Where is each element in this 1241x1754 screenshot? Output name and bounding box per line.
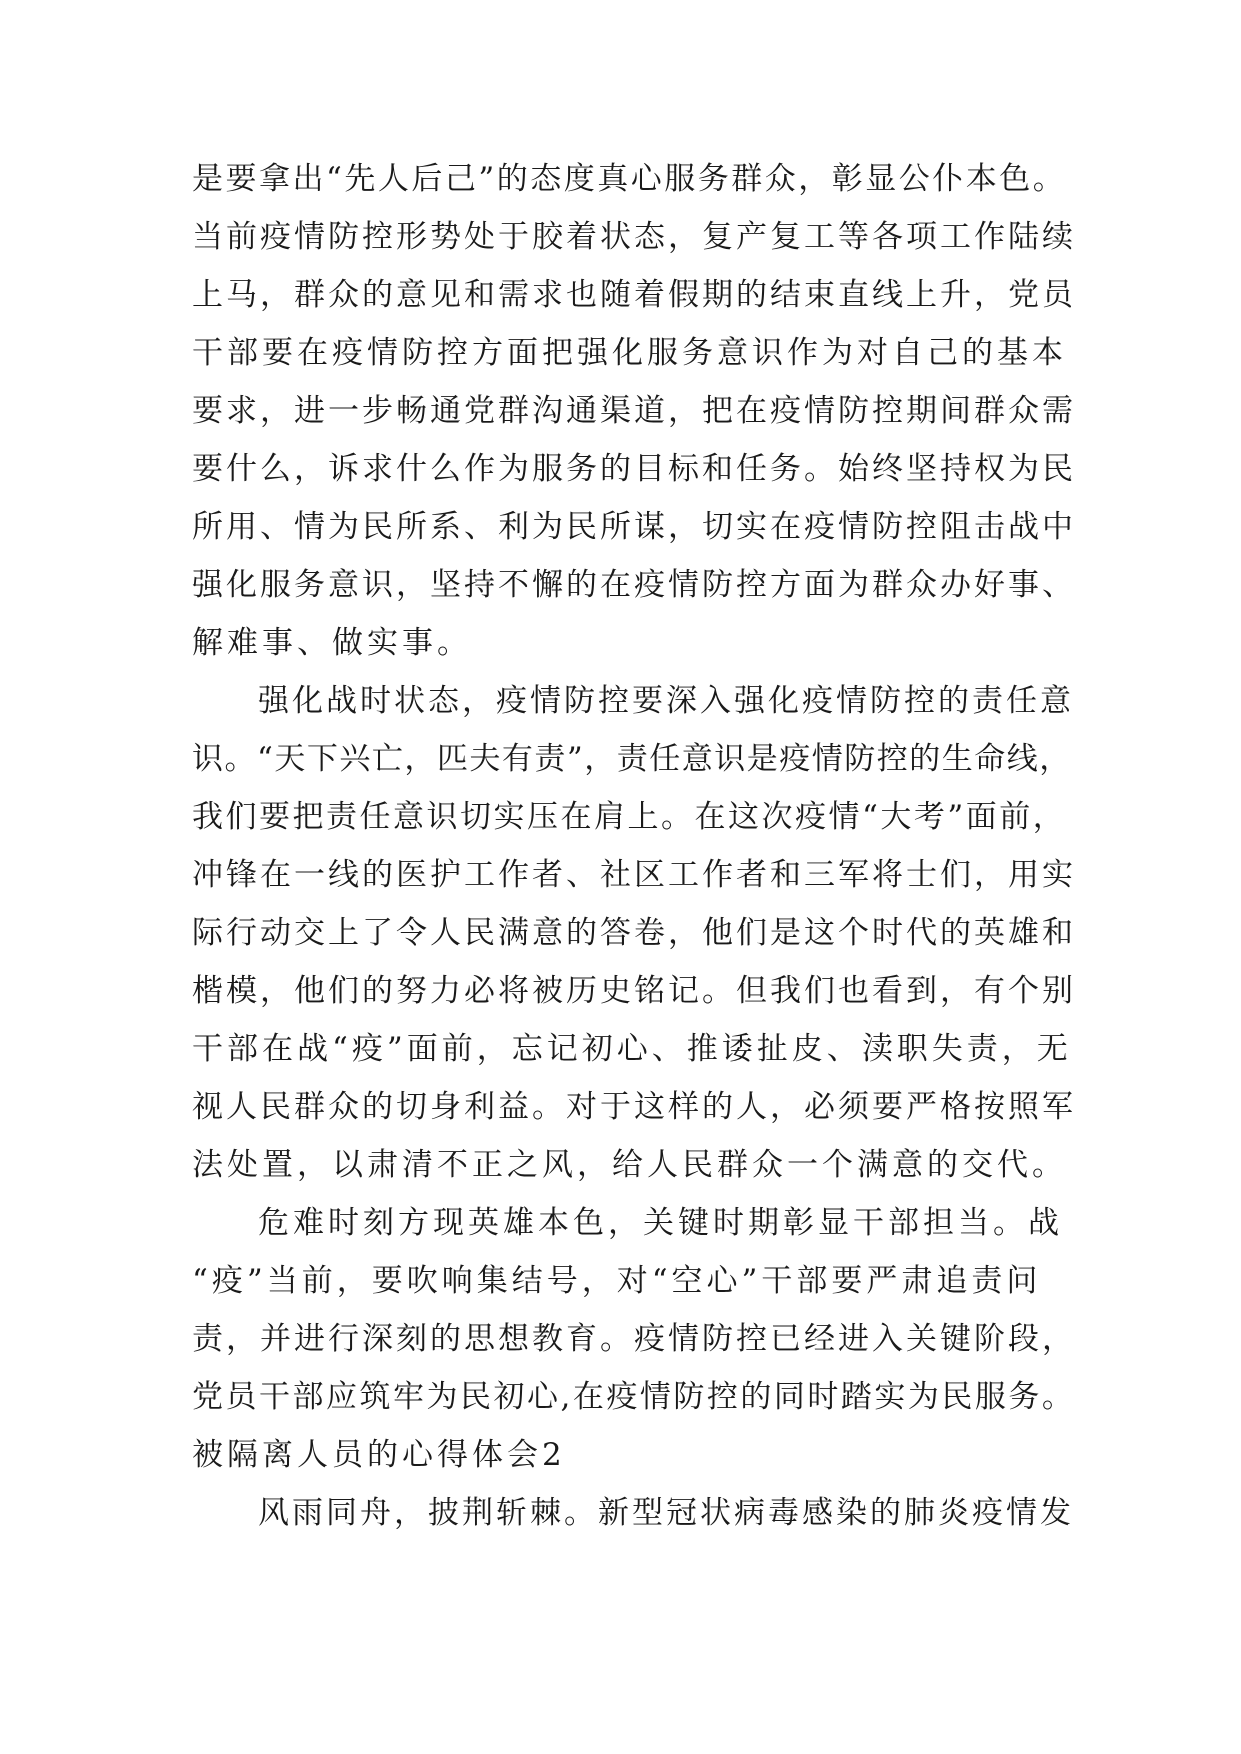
text-line: 冲锋在一线的医护工作者、社区工作者和三军将士们，用实	[192, 857, 1076, 893]
text-line: 党员干部应筑牢为民初心,在疫情防控的同时踏实为民服务。	[192, 1379, 1076, 1415]
text-line: 所用、情为民所系、利为民所谋，切实在疫情防控阻击战中	[192, 509, 1076, 545]
document-body	[192, 150, 1076, 1542]
text-line: 识。“天下兴亡，匹夫有责”，责任意识是疫情防控的生命线，	[192, 741, 1072, 777]
text-line: 我们要把责任意识切实压在肩上。在这次疫情“大考”面前，	[192, 799, 1067, 835]
text-line: “疫”当前，要吹响集结号，对“空心”干部要严肃追责问	[192, 1263, 1042, 1299]
text-line: 上马，群众的意见和需求也随着假期的结束直线上升，党员	[192, 277, 1076, 313]
text-line: 当前疫情防控形势处于胶着状态，复产复工等各项工作陆续	[192, 219, 1076, 255]
text-line: 解难事、做实事。	[192, 625, 472, 661]
text-line: 要什么，诉求什么作为服务的目标和任务。始终坚持权为民	[192, 451, 1076, 487]
text-line: 要求，进一步畅通党群沟通渠道，把在疫情防控期间群众需	[192, 393, 1076, 429]
text-line: 强化战时状态，疫情防控要深入强化疫情防控的责任意	[258, 683, 1074, 719]
text-line: 干部要在疫情防控方面把强化服务意识作为对自己的基本	[192, 335, 1067, 371]
text-line: 危难时刻方现英雄本色，关键时期彰显干部担当。战	[258, 1205, 1063, 1241]
text-line: 际行动交上了令人民满意的答卷，他们是这个时代的英雄和	[192, 915, 1076, 951]
text-line: 被隔离人员的心得体会2	[192, 1437, 566, 1473]
text-line: 责，并进行深刻的思想教育。疫情防控已经进入关键阶段，	[192, 1321, 1076, 1357]
text-line: 强化服务意识，坚持不懈的在疫情防控方面为群众办好事、	[192, 567, 1076, 603]
text-line: 法处置，以肃清不正之风，给人民群众一个满意的交代。	[192, 1147, 1067, 1183]
text-line: 视人民群众的切身利益。对于这样的人，必须要严格按照军	[192, 1089, 1076, 1125]
text-line: 楷模，他们的努力必将被历史铭记。但我们也看到，有个别	[192, 973, 1076, 1009]
text-line: 是要拿出“先人后己”的态度真心服务群众，彰显公仆本色。	[192, 161, 1067, 197]
text-line: 干部在战“疫”面前，忘记初心、推诿扯皮、渎职失责，无	[192, 1031, 1072, 1067]
text-line: 风雨同舟，披荆斩棘。新型冠状病毒感染的肺炎疫情发	[258, 1495, 1074, 1531]
